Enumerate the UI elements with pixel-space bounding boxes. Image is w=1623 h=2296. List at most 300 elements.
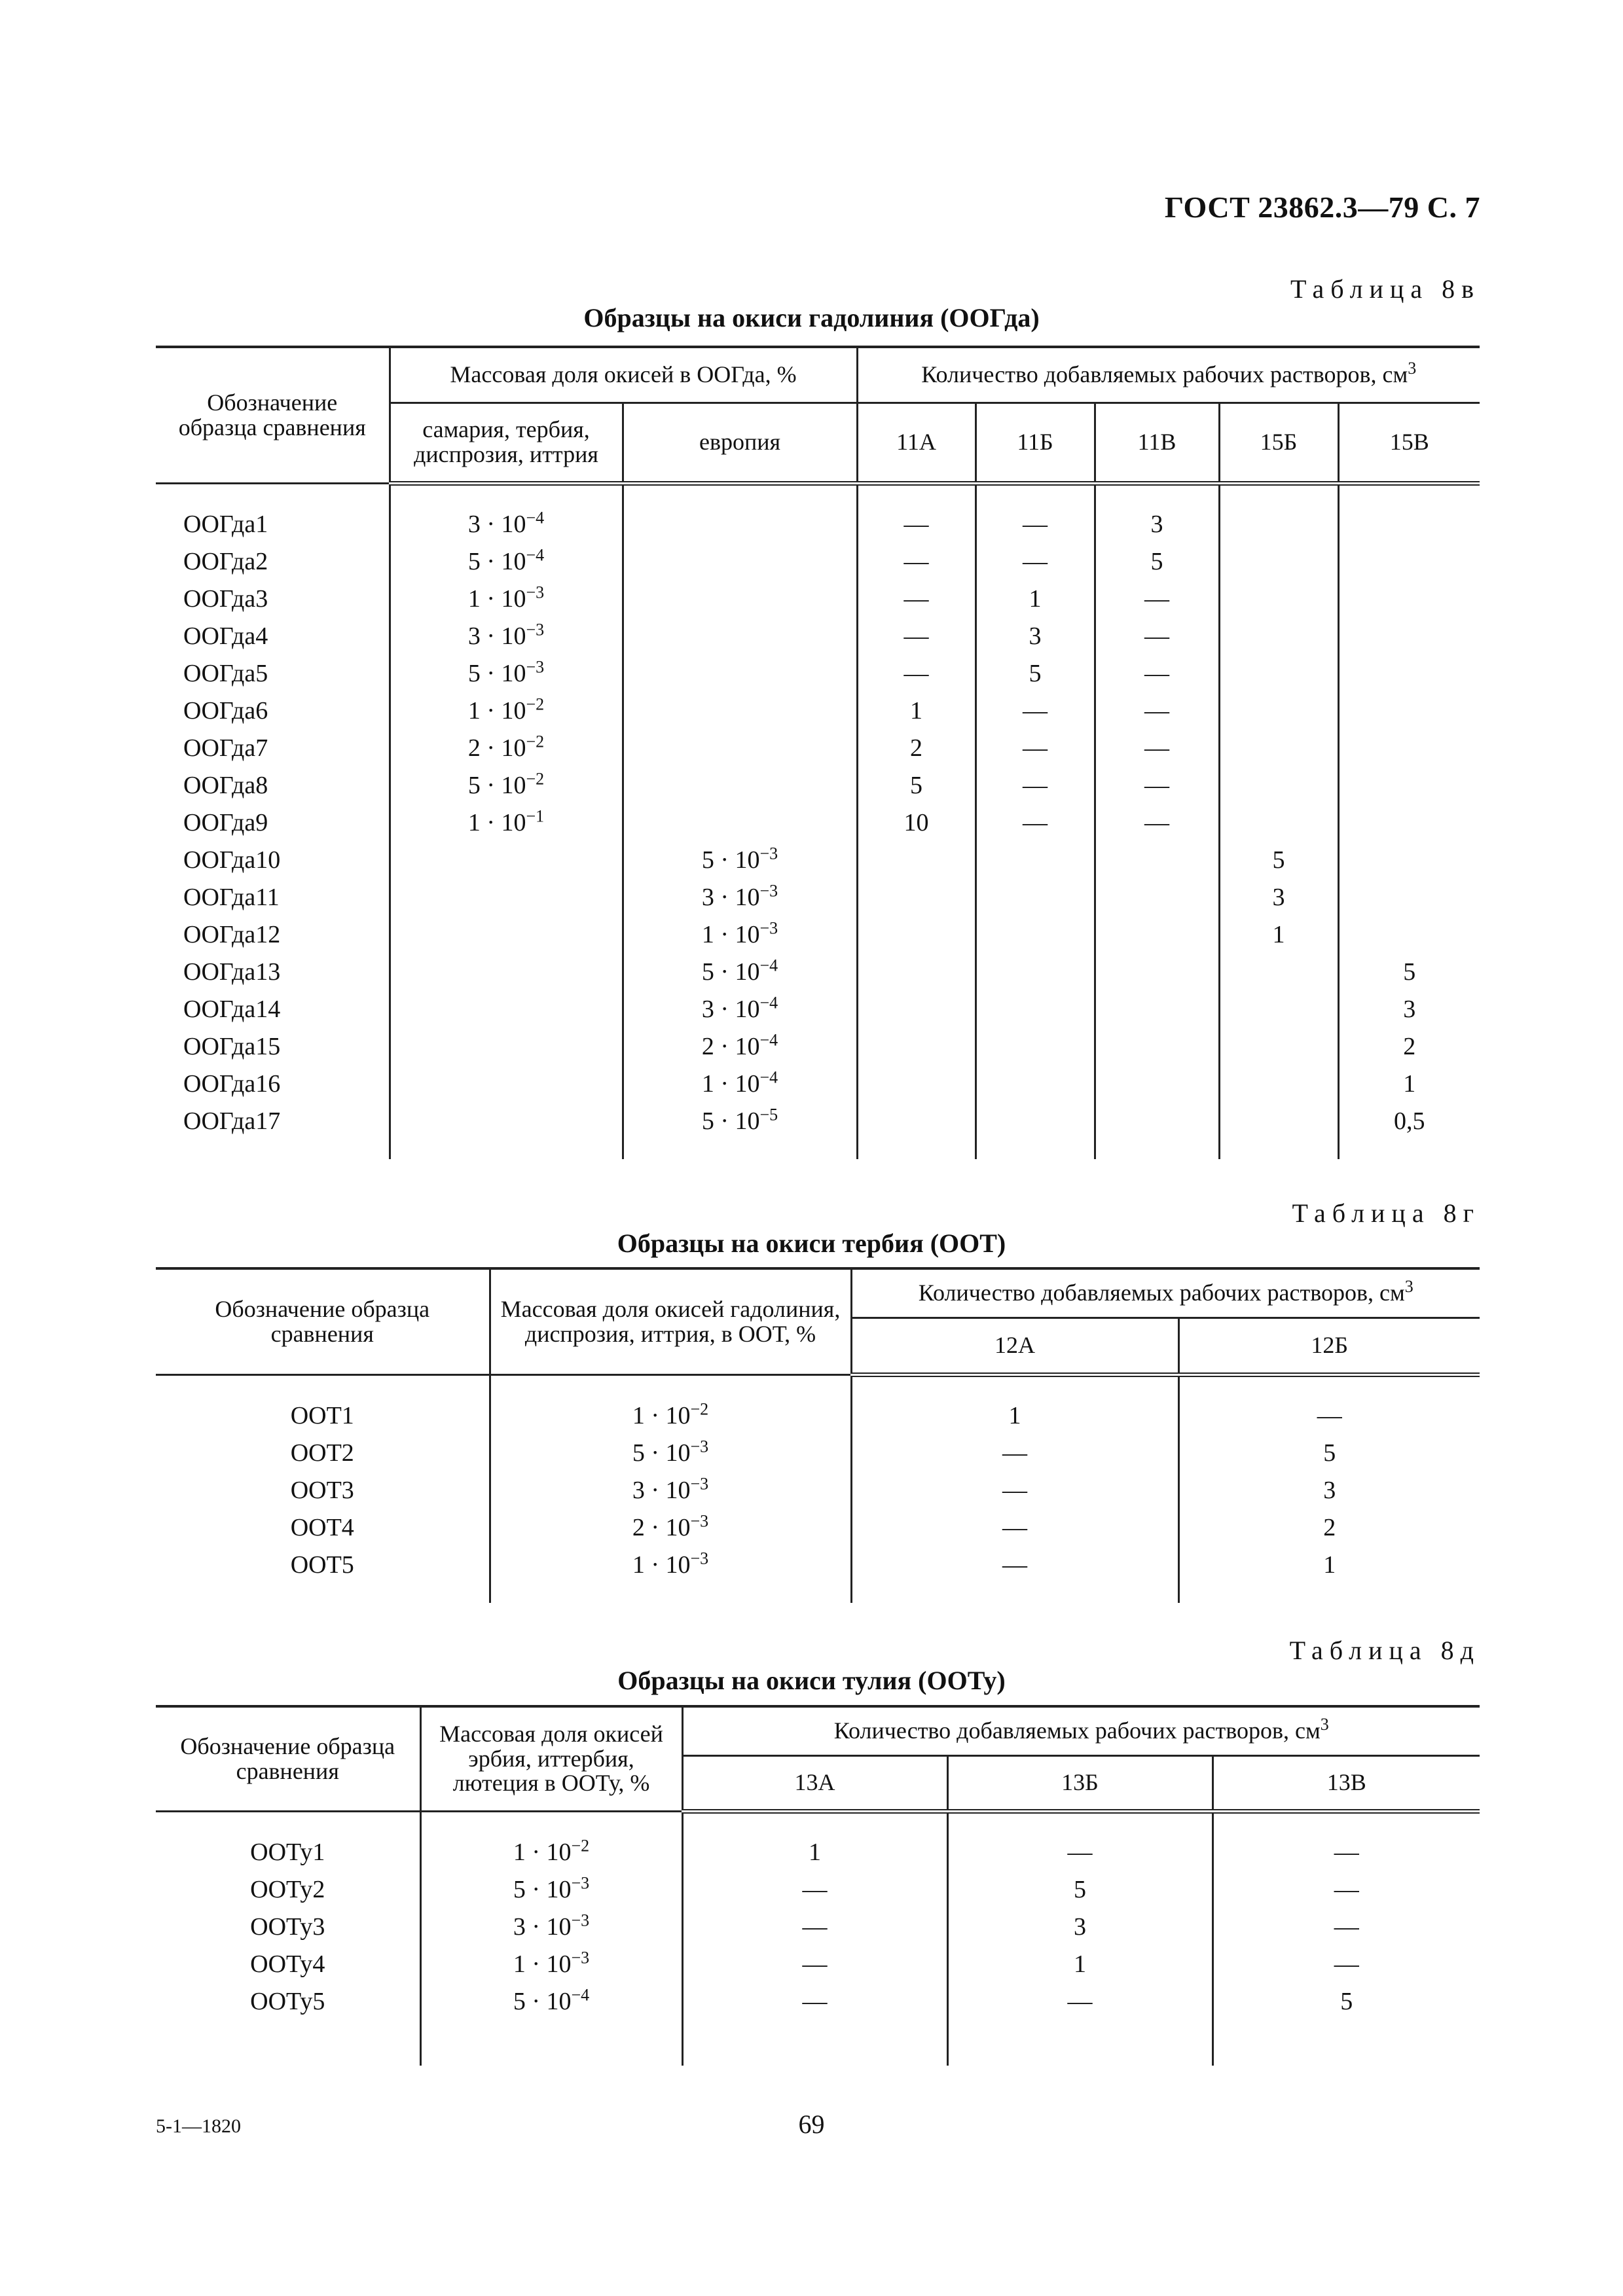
spacer-cell bbox=[851, 1583, 1178, 1603]
mass-fraction-cell bbox=[623, 1028, 857, 1065]
solution-volume-cell bbox=[857, 953, 976, 990]
solution-volume-cell bbox=[1338, 729, 1480, 766]
col-qty-group-header bbox=[851, 1268, 1480, 1318]
mass-fraction-cell bbox=[390, 580, 623, 617]
spacer-cell bbox=[390, 1139, 623, 1159]
mass-fraction-value: 2 · 10 bbox=[701, 1032, 760, 1060]
mass-fraction-exponent: −2 bbox=[571, 1835, 590, 1855]
mass-fraction-cell bbox=[390, 878, 623, 916]
spacer-cell bbox=[682, 2020, 947, 2066]
solution-volume-cell bbox=[1095, 878, 1219, 916]
table-spacer-row bbox=[156, 484, 1480, 506]
mass-fraction-cell bbox=[623, 729, 857, 766]
col-qty-group-header bbox=[682, 1706, 1480, 1756]
mass-fraction-cell bbox=[490, 1397, 851, 1434]
table-8v-label: Таблица 8в bbox=[1290, 274, 1480, 304]
mass-fraction-exponent: −4 bbox=[759, 955, 778, 975]
solution-volume-cell: — bbox=[682, 1982, 947, 2020]
solution-volume-cell: — bbox=[976, 692, 1095, 729]
sample-designation: ООГда13 bbox=[156, 953, 390, 990]
footer-print-code: 5-1—1820 bbox=[156, 2115, 241, 2137]
mass-fraction-cell bbox=[420, 1945, 682, 1982]
solution-volume-cell: — bbox=[857, 655, 976, 692]
mass-fraction-cell bbox=[623, 916, 857, 953]
col-solution-header: 11А bbox=[857, 403, 976, 484]
mass-fraction-exponent: −3 bbox=[759, 880, 778, 900]
spacer-cell bbox=[490, 1375, 851, 1397]
mass-fraction-value: 5 · 10 bbox=[701, 958, 760, 986]
mass-fraction-cell bbox=[623, 1102, 857, 1139]
table-row bbox=[156, 729, 1480, 766]
mass-fraction-value: 1 · 10 bbox=[632, 1551, 691, 1579]
mass-fraction-cell bbox=[390, 1102, 623, 1139]
solution-volume-cell bbox=[857, 1028, 976, 1065]
sample-designation: ООГда17 bbox=[156, 1102, 390, 1139]
mass-fraction-cell bbox=[623, 804, 857, 841]
mass-fraction-value: 5 · 10 bbox=[701, 1107, 760, 1135]
solution-volume-cell: — bbox=[857, 505, 976, 543]
solution-volume-cell: 0,5 bbox=[1338, 1102, 1480, 1139]
table-row bbox=[156, 916, 1480, 953]
table-spacer-row bbox=[156, 1812, 1480, 1834]
mass-fraction-exponent: −3 bbox=[690, 1436, 709, 1456]
mass-fraction-value: 3 · 10 bbox=[632, 1476, 691, 1504]
solution-volume-cell bbox=[976, 916, 1095, 953]
table-row bbox=[156, 1833, 1480, 1871]
mass-fraction-cell bbox=[390, 916, 623, 953]
standard-header: ГОСТ 23862.3—79 С. 7 bbox=[1164, 190, 1480, 224]
mass-fraction-cell bbox=[390, 1065, 623, 1102]
solution-volume-cell: — bbox=[857, 543, 976, 580]
spacer-cell bbox=[1219, 1139, 1338, 1159]
solution-volume-cell bbox=[857, 1102, 976, 1139]
solution-volume-cell bbox=[1219, 990, 1338, 1028]
table-row bbox=[156, 1945, 1480, 1982]
table-row bbox=[156, 878, 1480, 916]
mass-fraction-value: 3 · 10 bbox=[513, 1912, 572, 1941]
spacer-cell bbox=[623, 1139, 857, 1159]
solution-volume-cell: 5 bbox=[1219, 841, 1338, 878]
spacer-cell bbox=[857, 1139, 976, 1159]
solution-volume-cell bbox=[976, 1028, 1095, 1065]
solution-volume-cell bbox=[1095, 953, 1219, 990]
sample-designation: ООТу3 bbox=[156, 1908, 420, 1945]
mass-fraction-exponent: −3 bbox=[571, 1873, 590, 1892]
spacer-cell bbox=[156, 1375, 490, 1397]
table-row bbox=[156, 1471, 1480, 1509]
mass-fraction-exponent: −3 bbox=[690, 1511, 709, 1530]
table-row bbox=[156, 766, 1480, 804]
table-row bbox=[156, 1908, 1480, 1945]
table-row bbox=[156, 1871, 1480, 1908]
solution-volume-cell: — bbox=[682, 1871, 947, 1908]
sample-designation: ООТу2 bbox=[156, 1871, 420, 1908]
solution-volume-cell bbox=[1219, 1102, 1338, 1139]
mass-fraction-exponent: −3 bbox=[759, 918, 778, 937]
solution-volume-cell: — bbox=[1213, 1908, 1480, 1945]
col-designation-header: Обозначение образца сравнения bbox=[156, 347, 390, 484]
sample-designation: ООГда15 bbox=[156, 1028, 390, 1065]
page-number: 69 bbox=[798, 2109, 825, 2139]
mass-fraction-cell bbox=[390, 1028, 623, 1065]
table-row bbox=[156, 580, 1480, 617]
mass-fraction-cell bbox=[623, 878, 857, 916]
mass-fraction-exponent: −3 bbox=[526, 656, 545, 676]
table-spacer-row bbox=[156, 1583, 1480, 1603]
col-solution-header: 12А bbox=[851, 1318, 1178, 1375]
mass-fraction-cell bbox=[623, 543, 857, 580]
mass-fraction-cell bbox=[390, 729, 623, 766]
solution-volume-cell bbox=[1095, 1102, 1219, 1139]
col-solution-header: 13Б bbox=[947, 1756, 1213, 1812]
mass-fraction-value: 2 · 10 bbox=[467, 734, 526, 762]
solution-volume-cell: — bbox=[682, 1908, 947, 1945]
solution-volume-cell bbox=[1219, 692, 1338, 729]
col-mass-1-header: самария, тербия, диспрозия, иттрия bbox=[390, 403, 623, 484]
col-mass-group-header: Массовая доля окисей в ООГда, % bbox=[390, 347, 857, 403]
solution-volume-cell bbox=[1219, 505, 1338, 543]
mass-fraction-exponent: −2 bbox=[526, 731, 545, 751]
col-mass-header: Массовая доля окисей гадолиния, диспрозия, иттрия, в ООТ, % bbox=[490, 1268, 851, 1375]
solution-volume-cell bbox=[1338, 804, 1480, 841]
mass-fraction-cell bbox=[623, 617, 857, 655]
solution-volume-cell bbox=[1219, 655, 1338, 692]
col-solution-header: 11Б bbox=[976, 403, 1095, 484]
mass-fraction-cell bbox=[623, 1065, 857, 1102]
unit-exponent: 3 bbox=[1404, 1277, 1413, 1297]
mass-fraction-cell bbox=[390, 804, 623, 841]
solution-volume-cell: — bbox=[1213, 1945, 1480, 1982]
spacer-cell bbox=[156, 1812, 420, 1834]
solution-volume-cell bbox=[1338, 580, 1480, 617]
sample-designation: ООГда4 bbox=[156, 617, 390, 655]
table-8g bbox=[156, 1267, 1480, 1603]
solution-volume-cell: — bbox=[1213, 1833, 1480, 1871]
solution-volume-cell bbox=[1219, 580, 1338, 617]
mass-fraction-cell bbox=[420, 1871, 682, 1908]
solution-volume-cell: — bbox=[851, 1471, 1178, 1509]
spacer-cell bbox=[1219, 484, 1338, 506]
solution-volume-cell: 1 bbox=[976, 580, 1095, 617]
col-qty-group-header bbox=[857, 347, 1480, 403]
solution-volume-cell bbox=[1338, 505, 1480, 543]
spacer-cell bbox=[390, 484, 623, 506]
mass-fraction-exponent: −4 bbox=[759, 1030, 778, 1049]
table-spacer-row bbox=[156, 1375, 1480, 1397]
solution-volume-cell: 5 bbox=[1178, 1434, 1480, 1471]
table-spacer-row bbox=[156, 1139, 1480, 1159]
mass-fraction-cell bbox=[390, 655, 623, 692]
table-8d-label: Таблица 8д bbox=[1289, 1636, 1480, 1665]
solution-volume-cell: 5 bbox=[947, 1871, 1213, 1908]
sample-designation: ООТ3 bbox=[156, 1471, 490, 1509]
solution-volume-cell bbox=[857, 841, 976, 878]
mass-fraction-cell bbox=[623, 990, 857, 1028]
solution-volume-cell: 1 bbox=[947, 1945, 1213, 1982]
solution-volume-cell bbox=[1338, 841, 1480, 878]
sample-designation: ООТ1 bbox=[156, 1397, 490, 1434]
table-row bbox=[156, 841, 1480, 878]
spacer-cell bbox=[156, 484, 390, 506]
solution-volume-cell: 3 bbox=[947, 1908, 1213, 1945]
solution-volume-cell: — bbox=[976, 543, 1095, 580]
table-row bbox=[156, 617, 1480, 655]
sample-designation: ООГда14 bbox=[156, 990, 390, 1028]
table-row bbox=[156, 1028, 1480, 1065]
mass-fraction-value: 1 · 10 bbox=[467, 696, 526, 725]
spacer-cell bbox=[947, 1812, 1213, 1834]
table-8g-title: Образцы на окиси тербия (ООТ) bbox=[617, 1229, 1006, 1258]
solution-volume-cell bbox=[976, 953, 1095, 990]
solution-volume-cell: — bbox=[976, 505, 1095, 543]
solution-volume-cell: — bbox=[851, 1434, 1178, 1471]
col-solution-header: 15В bbox=[1338, 403, 1480, 484]
spacer-cell bbox=[1095, 484, 1219, 506]
table-row bbox=[156, 543, 1480, 580]
table-8g-label: Таблица 8г bbox=[1292, 1198, 1480, 1228]
mass-fraction-value: 1 · 10 bbox=[701, 920, 760, 948]
solution-volume-cell: — bbox=[857, 580, 976, 617]
col-solution-header: 12Б bbox=[1178, 1318, 1480, 1375]
sample-designation: ООГда2 bbox=[156, 543, 390, 580]
mass-fraction-exponent: −3 bbox=[526, 582, 545, 601]
sample-designation: ООТ5 bbox=[156, 1546, 490, 1583]
mass-fraction-value: 3 · 10 bbox=[701, 883, 760, 911]
col-qty-group-text: Количество добавляемых рабочих растворов, см bbox=[921, 361, 1408, 388]
mass-fraction-value: 2 · 10 bbox=[632, 1513, 691, 1541]
spacer-cell bbox=[857, 484, 976, 506]
col-solution-header: 11В bbox=[1095, 403, 1219, 484]
mass-fraction-cell bbox=[390, 505, 623, 543]
sample-designation: ООГда3 bbox=[156, 580, 390, 617]
solution-volume-cell bbox=[1095, 1028, 1219, 1065]
spacer-cell bbox=[1095, 1139, 1219, 1159]
spacer-cell bbox=[976, 1139, 1095, 1159]
mass-fraction-exponent: −3 bbox=[571, 1910, 590, 1929]
col-solution-header: 13В bbox=[1213, 1756, 1480, 1812]
table-8v-title: Образцы на окиси гадолиния (ООГда) bbox=[583, 303, 1040, 332]
solution-volume-cell bbox=[857, 878, 976, 916]
solution-volume-cell bbox=[1219, 766, 1338, 804]
solution-volume-cell bbox=[1338, 766, 1480, 804]
mass-fraction-cell bbox=[623, 692, 857, 729]
mass-fraction-cell bbox=[623, 766, 857, 804]
solution-volume-cell bbox=[1219, 1065, 1338, 1102]
solution-volume-cell bbox=[857, 1065, 976, 1102]
mass-fraction-value: 5 · 10 bbox=[632, 1439, 691, 1467]
mass-fraction-cell bbox=[490, 1434, 851, 1471]
spacer-cell bbox=[420, 2020, 682, 2066]
mass-fraction-value: 5 · 10 bbox=[467, 547, 526, 575]
sample-designation: ООТ4 bbox=[156, 1509, 490, 1546]
mass-fraction-exponent: −5 bbox=[759, 1104, 778, 1124]
spacer-cell bbox=[1338, 484, 1480, 506]
solution-volume-cell: 3 bbox=[976, 617, 1095, 655]
unit-exponent: 3 bbox=[1320, 1715, 1329, 1734]
sample-designation: ООГда5 bbox=[156, 655, 390, 692]
solution-volume-cell bbox=[976, 990, 1095, 1028]
mass-fraction-cell bbox=[490, 1471, 851, 1509]
solution-volume-cell: — bbox=[857, 617, 976, 655]
solution-volume-cell: 1 bbox=[682, 1833, 947, 1871]
solution-volume-cell: 2 bbox=[1338, 1028, 1480, 1065]
mass-fraction-cell bbox=[420, 1908, 682, 1945]
solution-volume-cell: 1 bbox=[1178, 1546, 1480, 1583]
table-8d-title: Образцы на окиси тулия (ООТу) bbox=[617, 1666, 1006, 1695]
table-row bbox=[156, 990, 1480, 1028]
mass-fraction-exponent: −3 bbox=[526, 619, 545, 639]
solution-volume-cell: — bbox=[1095, 804, 1219, 841]
solution-volume-cell: — bbox=[1213, 1871, 1480, 1908]
solution-volume-cell: — bbox=[1095, 580, 1219, 617]
mass-fraction-cell bbox=[623, 580, 857, 617]
mass-fraction-cell bbox=[390, 990, 623, 1028]
solution-volume-cell: 1 bbox=[1338, 1065, 1480, 1102]
mass-fraction-value: 5 · 10 bbox=[513, 1875, 572, 1903]
sample-designation: ООТ2 bbox=[156, 1434, 490, 1471]
mass-fraction-cell bbox=[390, 841, 623, 878]
mass-fraction-cell bbox=[390, 692, 623, 729]
solution-volume-cell: 2 bbox=[1178, 1509, 1480, 1546]
sample-designation: ООГда10 bbox=[156, 841, 390, 878]
mass-fraction-value: 1 · 10 bbox=[632, 1401, 691, 1429]
solution-volume-cell: — bbox=[682, 1945, 947, 1982]
mass-fraction-exponent: −4 bbox=[526, 507, 545, 527]
sample-designation: ООГда11 bbox=[156, 878, 390, 916]
table-row bbox=[156, 1102, 1480, 1139]
spacer-cell bbox=[490, 1583, 851, 1603]
table-8v bbox=[156, 346, 1480, 1159]
solution-volume-cell: 3 bbox=[1178, 1471, 1480, 1509]
solution-volume-cell: — bbox=[1095, 729, 1219, 766]
spacer-cell bbox=[156, 1139, 390, 1159]
col-mass-header: Массовая доля окисей эрбия, иттербия, лютеция в ООТу, % bbox=[420, 1706, 682, 1812]
solution-volume-cell: 2 bbox=[857, 729, 976, 766]
solution-volume-cell: — bbox=[1095, 766, 1219, 804]
solution-volume-cell: — bbox=[947, 1982, 1213, 2020]
col-mass-2-header: европия bbox=[623, 403, 857, 484]
spacer-cell bbox=[420, 1812, 682, 1834]
solution-volume-cell bbox=[857, 990, 976, 1028]
solution-volume-cell bbox=[1219, 1028, 1338, 1065]
table-row bbox=[156, 1065, 1480, 1102]
sample-designation: ООТу1 bbox=[156, 1833, 420, 1871]
sample-designation: ООТу5 bbox=[156, 1982, 420, 2020]
col-qty-group-text: Количество добавляемых рабочих растворов, см bbox=[918, 1280, 1405, 1306]
solution-volume-cell bbox=[857, 916, 976, 953]
solution-volume-cell bbox=[976, 1065, 1095, 1102]
mass-fraction-value: 3 · 10 bbox=[467, 622, 526, 650]
solution-volume-cell: — bbox=[851, 1509, 1178, 1546]
mass-fraction-exponent: −4 bbox=[759, 992, 778, 1012]
solution-volume-cell: — bbox=[947, 1833, 1213, 1871]
spacer-cell bbox=[976, 484, 1095, 506]
table-row bbox=[156, 505, 1480, 543]
mass-fraction-exponent: −4 bbox=[571, 1984, 590, 2004]
solution-volume-cell bbox=[1338, 692, 1480, 729]
solution-volume-cell bbox=[1338, 543, 1480, 580]
mass-fraction-cell bbox=[623, 953, 857, 990]
solution-volume-cell bbox=[976, 841, 1095, 878]
solution-volume-cell: 1 bbox=[851, 1397, 1178, 1434]
mass-fraction-value: 3 · 10 bbox=[701, 995, 760, 1023]
spacer-cell bbox=[1213, 1812, 1480, 1834]
table-8d bbox=[156, 1705, 1480, 2066]
spacer-cell bbox=[1338, 1139, 1480, 1159]
mass-fraction-cell bbox=[390, 617, 623, 655]
table-row bbox=[156, 692, 1480, 729]
solution-volume-cell: 3 bbox=[1338, 990, 1480, 1028]
table-row bbox=[156, 953, 1480, 990]
solution-volume-cell bbox=[1338, 878, 1480, 916]
mass-fraction-value: 1 · 10 bbox=[513, 1838, 572, 1866]
mass-fraction-value: 1 · 10 bbox=[467, 584, 526, 613]
solution-volume-cell: 10 bbox=[857, 804, 976, 841]
solution-volume-cell: 5 bbox=[857, 766, 976, 804]
solution-volume-cell bbox=[1095, 841, 1219, 878]
mass-fraction-value: 3 · 10 bbox=[467, 510, 526, 538]
mass-fraction-cell bbox=[623, 655, 857, 692]
mass-fraction-exponent: −3 bbox=[690, 1473, 709, 1493]
table-row bbox=[156, 1509, 1480, 1546]
col-designation-header: Обозначение образца сравнения bbox=[156, 1706, 420, 1812]
spacer-cell bbox=[851, 1375, 1178, 1397]
solution-volume-cell: 3 bbox=[1219, 878, 1338, 916]
mass-fraction-cell bbox=[420, 1833, 682, 1871]
solution-volume-cell bbox=[1338, 617, 1480, 655]
mass-fraction-exponent: −4 bbox=[526, 545, 545, 564]
table-row bbox=[156, 804, 1480, 841]
mass-fraction-value: 5 · 10 bbox=[513, 1987, 572, 2015]
solution-volume-cell bbox=[976, 1102, 1095, 1139]
table-row bbox=[156, 1982, 1480, 2020]
mass-fraction-value: 1 · 10 bbox=[701, 1069, 760, 1098]
mass-fraction-exponent: −4 bbox=[759, 1067, 778, 1086]
sample-designation: ООГда1 bbox=[156, 505, 390, 543]
mass-fraction-exponent: −2 bbox=[526, 694, 545, 713]
solution-volume-cell: — bbox=[976, 729, 1095, 766]
spacer-cell bbox=[1213, 2020, 1480, 2066]
solution-volume-cell bbox=[1095, 916, 1219, 953]
table-spacer-row bbox=[156, 2020, 1480, 2066]
solution-volume-cell bbox=[976, 878, 1095, 916]
solution-volume-cell: 3 bbox=[1095, 505, 1219, 543]
spacer-cell bbox=[682, 1812, 947, 1834]
spacer-cell bbox=[1178, 1375, 1480, 1397]
mass-fraction-exponent: −3 bbox=[571, 1947, 590, 1967]
col-solution-header: 13А bbox=[682, 1756, 947, 1812]
sample-designation: ООТу4 bbox=[156, 1945, 420, 1982]
solution-volume-cell bbox=[1219, 543, 1338, 580]
mass-fraction-cell bbox=[490, 1546, 851, 1583]
solution-volume-cell: — bbox=[976, 804, 1095, 841]
mass-fraction-value: 5 · 10 bbox=[701, 846, 760, 874]
solution-volume-cell bbox=[1219, 729, 1338, 766]
table-row bbox=[156, 1546, 1480, 1583]
solution-volume-cell: — bbox=[1095, 655, 1219, 692]
spacer-cell bbox=[623, 484, 857, 506]
table-row bbox=[156, 1434, 1480, 1471]
mass-fraction-cell bbox=[390, 953, 623, 990]
mass-fraction-cell bbox=[490, 1509, 851, 1546]
sample-designation: ООГда8 bbox=[156, 766, 390, 804]
solution-volume-cell: 5 bbox=[976, 655, 1095, 692]
solution-volume-cell: 5 bbox=[1095, 543, 1219, 580]
mass-fraction-cell bbox=[390, 766, 623, 804]
spacer-cell bbox=[156, 1583, 490, 1603]
solution-volume-cell: — bbox=[1095, 692, 1219, 729]
solution-volume-cell: — bbox=[1178, 1397, 1480, 1434]
